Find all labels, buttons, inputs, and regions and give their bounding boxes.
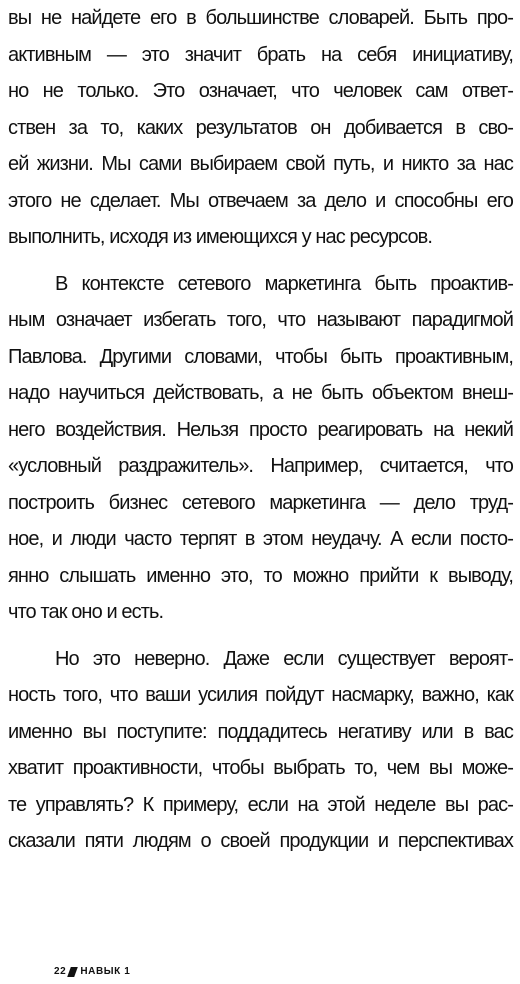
paragraph: [8, 266, 513, 631]
text-line: сказали пяти людям о своей продукции и перспективах: [8, 830, 513, 852]
paragraph: [8, 0, 513, 256]
paragraph-gap: [8, 631, 513, 641]
text-line: В контексте сетевого маркетинга быть проактив-: [55, 272, 513, 295]
text-line: ей жизни. Мы сами выбираем свой путь, и никто за нас: [8, 153, 513, 175]
text-line: те управлять? К примеру, если на этой неделе вы рас-: [8, 793, 513, 816]
page-footer: [54, 966, 130, 977]
slash-mark-icon: [68, 967, 79, 977]
paragraph-gap: [8, 256, 513, 266]
text-line: но не только. Это означает, что человек сам ответ-: [8, 80, 513, 102]
text-line: что так оно и есть.: [8, 601, 164, 623]
text-line: «условный раздражитель». Например, считается, что: [8, 455, 513, 477]
text-line: выполнить, исходя из имеющихся у нас ресурсов.: [8, 226, 433, 248]
text-line: Но это неверно. Даже если существует вероят-: [55, 647, 513, 670]
text-line: этого не сделает. Мы отвечаем за дело и способны его: [8, 189, 513, 212]
section-label: НАВЫК 1: [80, 966, 131, 977]
text-line: Павлова. Другими словами, чтобы быть проактивным,: [8, 345, 513, 368]
text-line: него воздействия. Нельзя просто реагировать на некий: [8, 418, 513, 441]
text-line: активным — это значит брать на себя инициативу,: [8, 43, 513, 66]
text-column: [8, 0, 513, 860]
text-line: ным означает избегать того, что называют парадигмой: [8, 309, 513, 331]
text-line: ствен за то, каких результатов он добивается в сво-: [8, 116, 513, 139]
text-line: надо научиться действовать, а не быть объектом внеш-: [8, 382, 513, 404]
text-line: построить бизнес сетевого маркетинга — дело труд-: [8, 491, 513, 514]
text-line: ность того, что ваши усилия пойдут насмарку, важно, как: [8, 684, 513, 706]
text-line: вы не найдете его в большинстве словарей. Быть про-: [8, 7, 513, 29]
text-line: янно слышать именно это, то можно прийти к выводу,: [8, 564, 513, 587]
text-line: ное, и люди часто терпят в этом неудачу. А если посто-: [8, 528, 513, 550]
text-line: именно вы поступите: поддадитесь негативу или в вас: [8, 720, 513, 743]
text-line: хватит проактивности, чтобы выбрать то, чем вы може-: [8, 757, 513, 779]
paragraph: [8, 641, 513, 860]
page-body: [8, 0, 513, 860]
page-number: 22: [54, 966, 67, 977]
